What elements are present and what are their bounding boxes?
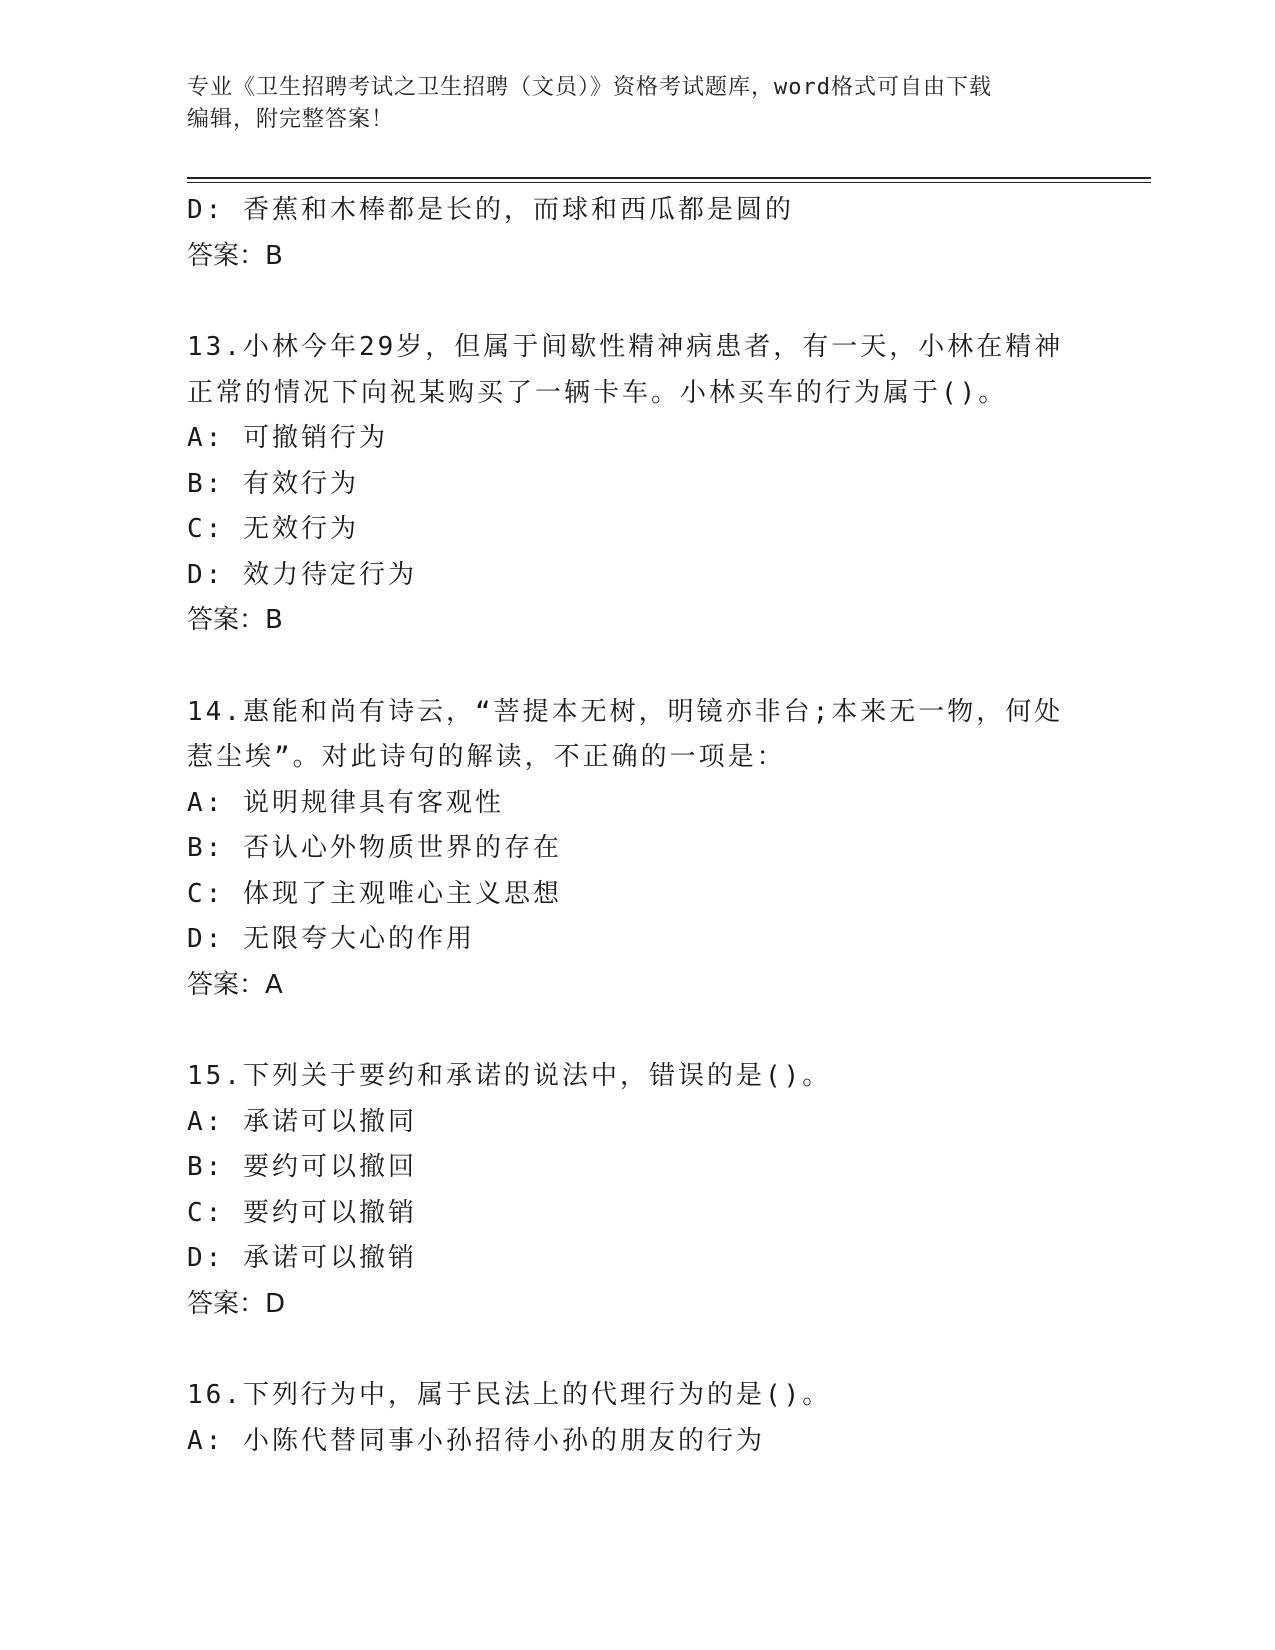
header-line-2: 编辑，附完整答案！ [187,107,395,132]
option-a: A: 说明规律具有客观性 [187,787,504,818]
answer: 答案：A [187,969,283,1000]
question-stem: 16.下列行为中，属于民法上的代理行为的是()。 [187,1380,832,1410]
question-14 [187,690,1087,1009]
question-stem: 15.下列关于要约和承诺的说法中，错误的是()。 [187,1061,832,1091]
option-d: D: 承诺可以撤销 [187,1243,417,1273]
option-c: C: 要约可以撤销 [187,1197,417,1228]
question-stem: 14.惠能和尚有诗云，“菩提本无树，明镜亦非台;本来无一物，何处 [187,696,1064,727]
option-b: B: 有效行为 [187,468,359,499]
option-c: C: 体现了主观唯心主义思想 [187,878,562,909]
question-stem: 13.小林今年29岁，但属于间歇性精神病患者，有一天，小林在精神 [187,332,1064,362]
header-divider-thin [187,182,1151,183]
option-a: A: 小陈代替同事小孙招待小孙的朋友的行为 [187,1425,765,1456]
header-divider-thick [187,177,1151,179]
option-b: B: 要约可以撤回 [187,1152,417,1182]
question-stem: 惹尘埃”。对此诗句的解读，不正确的一项是： [187,742,786,772]
spacer [187,1008,1087,1054]
question-list [187,188,1087,1464]
prev-answer: 答案：B [187,240,283,271]
prev-option-d: D: 香蕉和木棒都是长的，而球和西瓜都是圆的 [187,195,794,225]
question-stem: 正常的情况下向祝某购买了一辆卡车。小林买车的行为属于()。 [187,377,1008,408]
answer: 答案：B [187,605,283,635]
option-d: D: 无限夸大心的作用 [187,924,475,954]
option-b: B: 否认心外物质世界的存在 [187,833,562,863]
option-d: D: 效力待定行为 [187,559,417,590]
spacer [187,644,1087,690]
question-16 [187,1373,1087,1464]
spacer [187,1327,1087,1373]
question-13 [187,325,1087,644]
option-a: A: 可撤销行为 [187,423,388,453]
answer: 答案：D [187,1288,286,1319]
header-line-1: 专业《卫生招聘考试之卫生招聘（文员）》资格考试题库，word格式可自由下载 [187,75,992,100]
spacer [187,279,1087,325]
question-15 [187,1054,1087,1327]
option-c: C: 无效行为 [187,514,359,544]
option-a: A: 承诺可以撤同 [187,1106,417,1137]
document-header [187,72,1067,136]
